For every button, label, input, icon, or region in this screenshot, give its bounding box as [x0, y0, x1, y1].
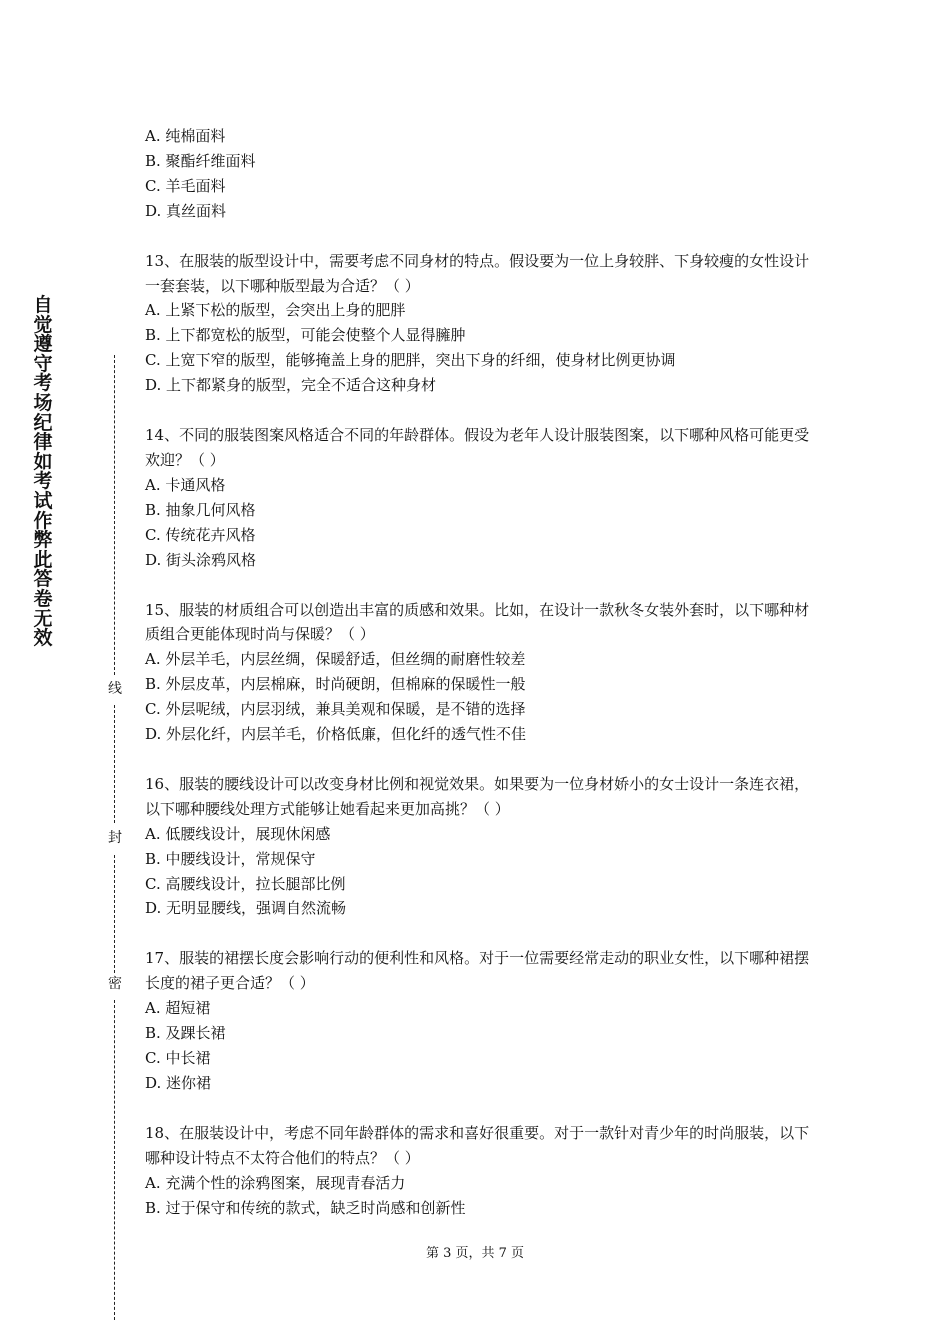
option-c: C. 羊毛面料 [145, 176, 226, 195]
binding-dashed-line [114, 705, 115, 823]
option-d: D. 外层化纤，内层羊毛，价格低廉，但化纤的透气性不佳 [145, 725, 527, 744]
question-text: 15、服装的材质组合可以创造出丰富的质感和效果。比如，在设计一款秋冬女装外套时，以下哪种材质组合更能体现时尚与保暖？（ ） [145, 600, 810, 644]
question-15 [145, 598, 815, 747]
option-a: A. 超短裙 [145, 999, 211, 1018]
option-b: B. 上下都宽松的版型，可能会使整个人显得臃肿 [145, 326, 466, 345]
binding-dashed-line [114, 1000, 115, 1320]
exam-discipline-notice: 自觉遵守考场纪律如考试作弊此答卷无效 [33, 294, 53, 650]
binding-label-xian: 线 [108, 681, 122, 697]
option-c: C. 上宽下窄的版型，能够掩盖上身的肥胖，突出下身的纤细，使身材比例更协调 [145, 351, 676, 370]
question-16 [145, 772, 815, 921]
question-12-options [145, 124, 815, 224]
question-text: 17、服装的裙摆长度会影响行动的便利性和风格。对于一位需要经常走动的职业女性，以下哪种裙摆长度的裙子更合适？（ ） [145, 949, 810, 993]
binding-label-mi: 密 [108, 976, 122, 992]
question-text: 13、在服装的版型设计中，需要考虑不同身材的特点。假设要为一位上身较胖、下身较瘦的女性设计一套套装，以下哪种版型最为合适？（ ） [145, 251, 810, 295]
option-a: A. 卡通风格 [145, 475, 226, 494]
option-b: B. 及踝长裙 [145, 1024, 226, 1043]
option-a: A. 纯棉面料 [145, 127, 226, 145]
binding-label-feng: 封 [108, 830, 122, 846]
question-content [145, 124, 815, 1245]
option-b: B. 中腰线设计，常规保守 [145, 849, 316, 868]
option-c: C. 传统花卉风格 [145, 525, 256, 544]
option-a: A. 上紧下松的版型，会突出上身的肥胖 [145, 301, 406, 320]
binding-dashed-line [114, 855, 115, 973]
option-a: A. 充满个性的涂鸦图案，展现青春活力 [145, 1173, 406, 1192]
option-b: B. 抽象几何风格 [145, 500, 256, 519]
question-text: 18、在服装设计中，考虑不同年龄群体的需求和喜好很重要。对于一款针对青少年的时尚服装，以下哪种设计特点不太符合他们的特点？（ ） [145, 1123, 810, 1167]
option-c: C. 外层呢绒，内层羽绒，兼具美观和保暖，是不错的选择 [145, 700, 526, 719]
option-d: D. 上下都紧身的版型，完全不适合这种身材 [145, 376, 437, 395]
option-a: A. 外层羊毛，内层丝绸，保暖舒适，但丝绸的耐磨性较差 [145, 650, 526, 669]
page-number-footer: 第 3 页，共 7 页 [425, 1246, 525, 1261]
question-17 [145, 946, 815, 1095]
question-text: 14、不同的服装图案风格适合不同的年龄群体。假设为老年人设计服装图案，以下哪种风格可能更受欢迎？（ ） [145, 426, 810, 469]
option-d: D. 真丝面料 [145, 201, 227, 220]
question-14 [145, 423, 815, 572]
option-b: B. 过于保守和传统的款式，缺乏时尚感和创新性 [145, 1198, 466, 1217]
option-c: C. 高腰线设计，拉长腿部比例 [145, 874, 346, 893]
option-b: B. 聚酯纤维面料 [145, 151, 256, 170]
option-d: D. 迷你裙 [145, 1073, 212, 1092]
binding-dashed-line [114, 355, 115, 675]
option-d: D. 街头涂鸦风格 [145, 550, 257, 569]
option-d: D. 无明显腰线，强调自然流畅 [145, 899, 347, 918]
question-text: 16、服装的腰线设计可以改变身材比例和视觉效果。如果要为一位身材娇小的女士设计一条连衣裙，以下哪种腰线处理方式能够让她看起来更加高挑？（ ） [145, 774, 810, 818]
question-18 [145, 1121, 815, 1221]
option-a: A. 低腰线设计，展现休闲感 [145, 824, 331, 843]
option-c: C. 中长裙 [145, 1049, 211, 1067]
question-13 [145, 249, 815, 398]
option-b: B. 外层皮革，内层棉麻，时尚硬朗，但棉麻的保暖性一般 [145, 675, 526, 694]
